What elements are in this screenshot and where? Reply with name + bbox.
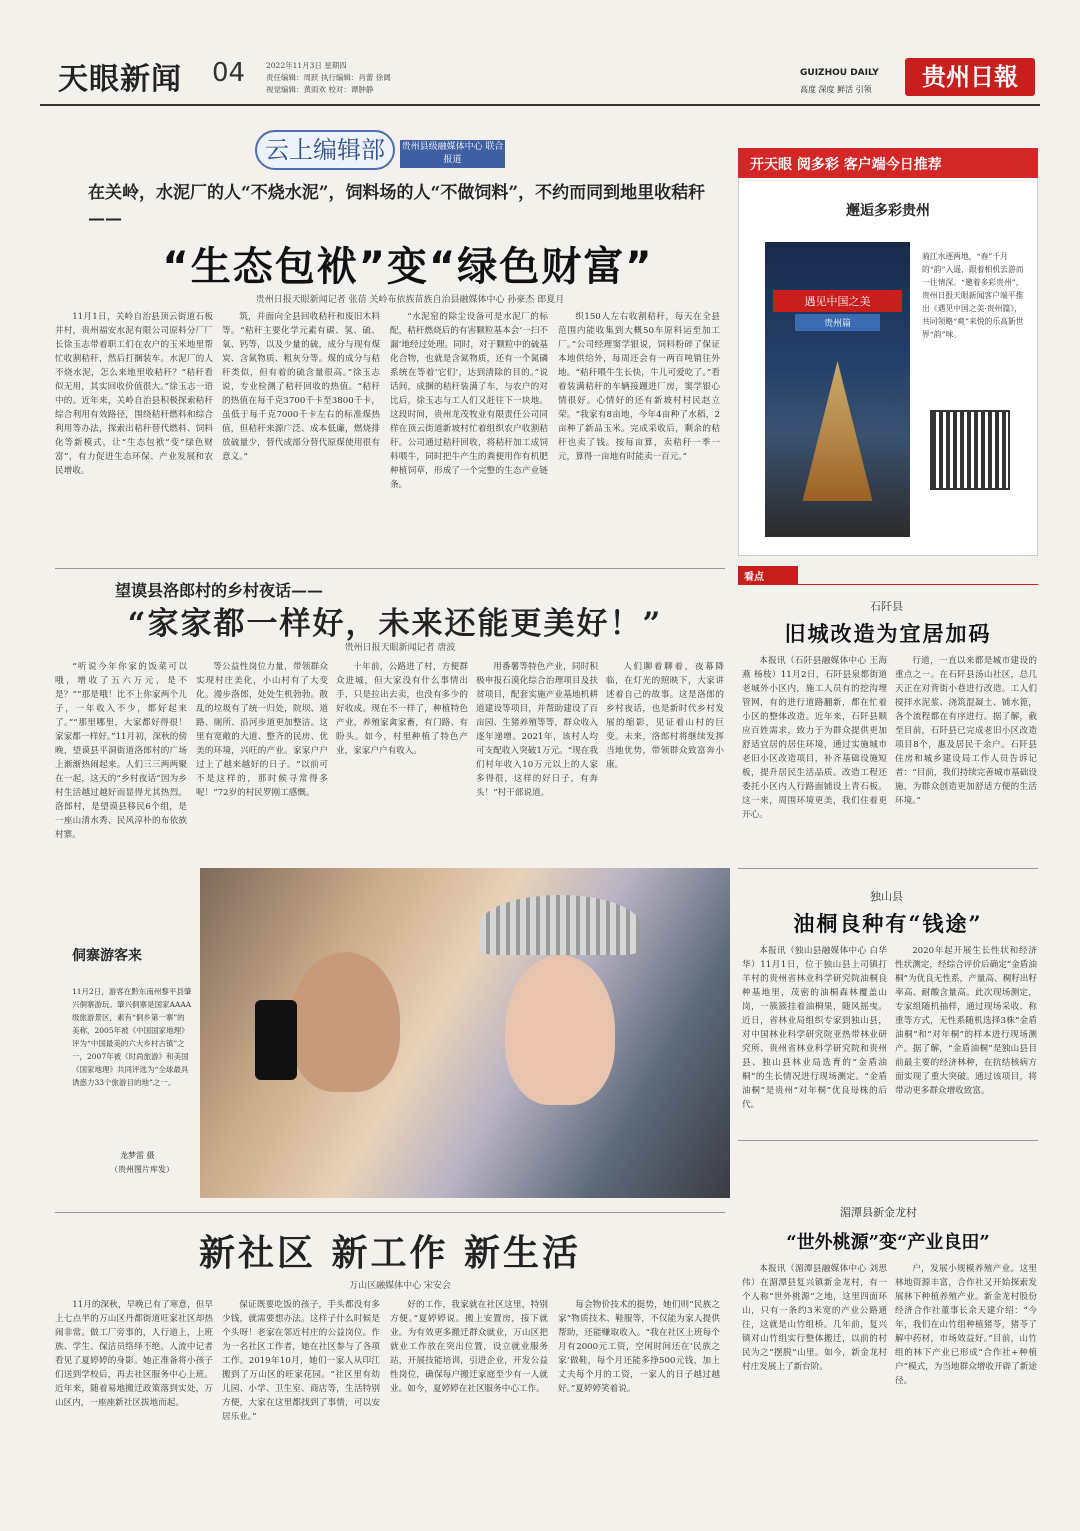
divider [738, 1140, 1038, 1141]
shiqian-column-2: 行道，一直以来都是城市建设的重点之一。在石阡县汤山社区，总几天正在对背街小巷进行改造。工人们搅拌水泥浆、浇筑混凝土、铺水篦，各个流程都在有序进行。据了解，截至目前，石阡县已完成老旧小区改造项目8个，惠及居民千余户。石阡县住房和城乡建设局工作人员告诉记者：“目前，我们持续完善城市基础设施，为群众创造更加舒适方便的生活环境。” [895, 656, 1037, 806]
divider [738, 584, 1038, 585]
header-meta [266, 60, 391, 96]
tourist-figure [290, 952, 400, 1092]
promo-poster[interactable] [765, 242, 910, 537]
xinjin-column-1: 本报讯（湄潭县融媒体中心 刘思伟）在湄潭县复兴镇新金龙村，有一个人称“世外桃源”之地，这里四面环山，只有一条约3米宽的产业公路通往，这就是山竹组桥。几年前，复兴镇对山竹组实行整体搬迁，以前的村民为之“摆脱”山里。如今，新金龙村村庄发展上了新台阶。 [742, 1264, 887, 1372]
luolang-column-2: 等公益性岗位力量，带领群众实现村庄美化，小山村有了大变化。漫步洛郎，处处生机勃勃。散乱的垃圾有了统一归处，院坝、道路、厕所、沿河步道更加整洁。这里有宽敞的大道、整齐的民房、优美的环境，兴旺的产业。家家户户过上了越来越好的日子。“以前可不是这样的，那时候寻常得多呢！”72岁的村民罗刚工感慨。 [196, 662, 328, 798]
photo-credit: 龙梦雷 摄 [120, 1151, 155, 1160]
xinjin-column-2: 户，发展小规模养殖产业。这里林地资源丰富，合作社又开始探索发展林下种植养殖产业。新金龙村股份经济合作社董事长余天建介绍：“今年，我们在山竹组种植猪苓，猪苓了解中药材，市场效益好。”目前，山竹组的林下产业已形成“合作社+种植户”模式，为当地群众增收开辟了新途径。 [895, 1264, 1037, 1386]
miao-girl-figure [505, 955, 615, 1105]
lead-column-1: 11月1日，关岭自治县顶云街道石板井村，贵州福安水泥有限公司原料分厂厂长徐玉志带着职工们在农户的玉米地里帮忙收割秸秆，然后打捆装车。水泥厂的人不烧水泥，怎么来地里收秸秆？“秸秆看似无用，其实回收价值很大。”徐玉志一语中的。近年来，关岭自治县积极探索秸秆综合利用有效路径，围绕秸秆燃料和综合利用等办法，探索出秸秆替代燃料、饲料化等新模式，让“生态包袱”变“绿色财富”，有力促进生态环保、产业发展和农民增收。 [55, 312, 213, 476]
luolang-byline: 贵州日报天眼新闻记者 唐波 [344, 643, 456, 653]
joint-report-badge: 贵州县级融媒体中心 联合报道 [400, 140, 505, 168]
page-number: 04 [212, 58, 246, 88]
luolang-column-3: 十年前，公路进了村，方便群众进城，但大家没有什么事情出手，只是拉出去卖，也没有多少的好收成。现在不一样了，种植特色产业，养殖家禽家畜，有门路、有盼头。如今，村里种植了特色产业，家家户户有收入。 [336, 662, 468, 756]
dushan-column-2: 2020年起开展生长性状和经济性状测定，经综合评价后确定“金盾油桐”为优良无性系，产量高、稠籽出籽率高、耐酸含量高。此次现场测定，专家组随机抽样，通过现场采收、称重等方式，无性系随机选择3株“金盾油桐”和“对年桐”的样本进行现场测产。据了解，“金盾油桐”是独山县目前最主要的经济林种，在抗结核病方面实现了重大突破。通过该项目，将带动更多群众增收致富。 [895, 946, 1037, 1096]
promo-bar-text: 开天眼 阅多彩 客户端今日推荐 [750, 157, 942, 173]
visual-editors-line: 视觉编辑：黄雨欢 校对：谭肿静 [266, 85, 374, 94]
app-promo-bar [738, 148, 1038, 178]
lead-headline: “生态包袱”变“绿色财富” [162, 244, 654, 290]
lead-byline: 贵州日报天眼新闻记者 张蓓 关岭布依族苗族自治县融媒体中心 孙豪杰 郎夏月 [255, 295, 565, 305]
lead-column-2: 筑，并面向全县回收秸秆和废旧木料等。“秸秆主要化学元素有碳、氢、硫、氧、钙等，以及少量的硫，成分与现有煤炭、含氮物质、粗灰分等。煤的成分与秸秆类似，但有着的硫含量很高。”徐玉志说，专业检测了秸秆回收的热值。“秸秆的热值在每千克3700千卡至3800千卡，虽低于每千克7000千卡左右的标准煤热值，但秸秆来源广泛、成本低廉，燃烧排放硫量少，替代成部分替代原煤使用很有意义。” [222, 312, 380, 462]
newcomm-column-1: 11月的深秋，早晚已有了寒意，但早上七点半的万山区丹都街道旺家社区却热闹非常。做工厂旁事的，人行道上，上班族、学生、保洁员络绎不绝。人流中记者看见了夏婷婷的身影。她正准备将小孩子们送到学校后，再去社区服务中心上班。近年来，随着易地搬迁政策落到实处，万山区内，一座座新社区拔地而起。 [55, 1300, 213, 1408]
shiqian-headline: 旧城改造为宜居加码 [784, 621, 992, 646]
luolang-kicker: 望谟县洛郎村的乡村夜话—— [115, 581, 324, 600]
dushan-region: 独山县 [870, 890, 903, 903]
lead-kicker: 在关岭，水泥厂的人“不烧水泥”，饲料场的人“不做饲料”，不约而同到地里收秸秆—— [88, 183, 706, 229]
photo-title: 侗寨游客来 [72, 948, 142, 964]
cloud-editorial-badge: 云上编辑部 [255, 130, 395, 170]
divider [55, 1212, 725, 1213]
luolang-column-1: “听说今年你家的饭菜可以哦，增收了五六万元，是不是？”“那是哦！比不上你家两个儿子，一年收入不少，都好起来了。”“那里哪里，大家都好得很！家家都一样好。”11月初，深秋的傍晚，望谟县平洞街道洛郎村的广场上渐渐热闹起来。人们三三两两聚在一起，这天的“乡村夜话”因为乡村生活越过越好而显得尤其热烈。洛郎村，是望谟县移民6个组，是一座山清水秀、民风淳朴的布依族村寨。 [55, 662, 187, 840]
phone-icon [255, 1000, 297, 1080]
lead-column-3: “水泥窑的除尘设备可是水泥厂的标配，秸秆燃烧后的有害颗粒基本会‘一扫不漏’地经过处理。同时，对于颗粒中的硫基化合物，也就是含氮物质，还有一个氮磷系统在等着‘它们’，达到清除的目的。”说话间，成捆的秸秆装满了车，与农户的对比后，徐玉志与工人们又赶往下一块地。这段时间，贵州龙茂牧业有限责任公司同样在顶云街道新坡村忙着组织农户收割秸秆。公司通过秸秆回收，将秸秆加工成饲料喂牛，同时把牛产生的粪便用作有机肥种植饲草，形成了一个完整的生态产业链条。 [390, 312, 548, 490]
dushan-column-1: 本报讯（独山县融媒体中心 白华华）11月1日，位于独山县上司镇打羊村的贵州省林业科学研究院油桐良种基地里，茂密的油桐森林覆盖山岗，一簇簇挂着油桐果，随风摇曳。近日，省林业局组织专家到独山县，对中国林业科学研究院亚热带林业研究所、贵州省林业科学研究院和贵州县、独山县林业局选育的“金盾油桐”的生长情况进行现场测定。“金盾油桐”是贵州“对年桐”优良母株的后代。 [742, 946, 887, 1110]
drum-tower-icon [803, 361, 873, 501]
qr-code-icon[interactable] [930, 410, 1010, 490]
photo-caption: 11月2日，游客在黔东南州黎平县肇兴侗寨游玩。肇兴侗寨是国家AAAA级旅游景区，素有“侗乡第一寨”的美称，2005年被《中国国家地理》评为“中国最美的六大乡村古镇”之一，2007年被《时尚旅游》和美国《国家地理》共同评选为“全球最具诱惑力33个旅游目的地”之一。 [72, 987, 192, 1087]
kandian-tag: 看点 [738, 566, 798, 584]
photo-source: （贵州图片库发） [110, 1165, 174, 1174]
shiqian-column-1: 本报讯（石阡县融媒体中心 王海燕 杨枝）11月2日，石阡县泉都街道老城外小区内，施工人员有的挖沟埋管网，有的进行道路翻新，都在忙着小区的整体改造。近年来，石阡县顺应百姓需求，致力于为群众提供更加舒适宜居的居住环境，通过实施城市老旧小区改造项目，补齐基础设施短板，提升居民生活品质。改造工程还委托小区内人行路面铺设上青石板。这一来，周围环境更美，我们住着更开心。 [742, 656, 887, 820]
newcomm-column-4: 每会物价技术的挺势，她们则“民族之家”物质技术、鞋服等，不仅能为家人提供帮助，还能赚取收入。“我在社区上班每个月有2000元工资，空闲时间还在‘民族之家’做鞋，每个月还能多挣500元钱，加上丈夫每个月的工资，一家人的日子越过越好。”夏婷婷笑着说。 [558, 1300, 720, 1394]
xinjin-region: 湄潭县新金龙村 [840, 1206, 917, 1219]
luolang-column-4: 用番薯等特色产业，同时积极申报石漠化综合治理项目及扶贫项目，配套实施产业基地机耕道建设等项目，并帮助建设了百亩园、生猪养殖等等，群众收入逐年递增。2021年，该村人均可支配收入突破1万元。“现在我们村年收入10万元以上的人家多得很，这样的好日子，有奔头！”村干部说道。 [476, 662, 598, 798]
promo-poster-title: 遇见中国之美 [773, 290, 902, 312]
promo-caption: 骑江水逐两地，“春”千月的“韵”入遥，跟着相机去游而一往情深。“邀着多彩贵州”，贵州日报天眼新闻客户端平推出《遇见中国之美·贵州篇》，共同领略“爽”来悦的乐高新世界“韵”味。 [922, 252, 1024, 339]
header-rule [40, 104, 1040, 106]
divider [55, 568, 725, 569]
newcomm-byline: 万山区融媒体中心 宋安会 [349, 1281, 451, 1291]
luolang-headline: “家家都一样好，未来还能更美好！” [127, 606, 663, 642]
promo-poster-sub: 贵州篇 [795, 314, 880, 331]
promo-title: 邂逅多彩贵州 [846, 203, 930, 219]
silver-headdress-icon [480, 895, 640, 955]
xinjin-headline: “世外桃源”变“产业良田” [786, 1232, 990, 1253]
paper-slogan: 高度 深度 鲜活 引领 [800, 85, 872, 94]
editors-line: 责任编辑：周跃 执行编辑：肖蕾 徐阔 [266, 73, 391, 82]
newcomm-column-3: 好的工作，我家就在社区这里，特别方便。”夏婷婷说。搬上安置房，接下就业。为有效更多搬迁群众就业，万山区把就业工作放在突出位置，设立就业服务站，开展技能培训，引进企业，开发公益性岗位，确保每户搬迁家庭至少有一人就业。如今，夏婷婷在社区服务中心工作。 [390, 1300, 548, 1394]
lead-column-4: 织150人左右收割秸秆，每天在全县范围内能收集到大概50车原料运至加工厂。”公司经理窦学银说，饲料粉碎了保证本地供给外，每周还会有一两百吨销往外地。“秸秆喂牛生长快，牛儿可爱吃了。”看着装满秸秆的车辆接踵进厂房，窦学银心情很好。心情好的还有新坡村村民赵立荣。“我家有8亩地，今年4亩种了水稻，2亩种了新品玉米。完成采收后，剩余的秸秆也卖了钱。按每亩算，卖秸秆一季一元，算得一亩地有时能卖一百元。” [558, 312, 720, 462]
paper-english-name: GUIZHOU DAILY [800, 68, 879, 78]
dushan-headline: 油桐良种有“钱途” [793, 911, 983, 936]
paper-logo: 贵州日報 [905, 58, 1035, 96]
shiqian-region: 石阡县 [870, 600, 903, 613]
luolang-column-5: 人们聊着聊着，夜幕降临，在灯光的照映下，大家讲述着自己的故事。这是洛郎的乡村夜话，也是新时代乡村发展的缩影，见证着山村的巨变。未来，洛郎村将继续发挥当地优势，带领群众致富奔小康。 [606, 662, 724, 770]
divider [738, 868, 1038, 869]
newcomm-headline: 新社区 新工作 新生活 [198, 1233, 582, 1274]
newcomm-column-2: 保证既要吃饭的孩子，手头都没有多少钱，就需要想办法。这样子什么时候是个头呀！老家在邻近村庄的公益岗位。作为一名社区工作者，她在社区参与了各项工作。2019年10月，她们一家人从印江搬到了万山区的旺家花园。“社区里有幼儿园、小学、卫生室、商店等，生活特别方便，大家在这里都找到了事情，可以安居乐业。” [222, 1300, 380, 1422]
issue-date: 2022年11月3日 星期四 [266, 61, 347, 70]
section-brand: 天眼新闻 [58, 62, 182, 97]
